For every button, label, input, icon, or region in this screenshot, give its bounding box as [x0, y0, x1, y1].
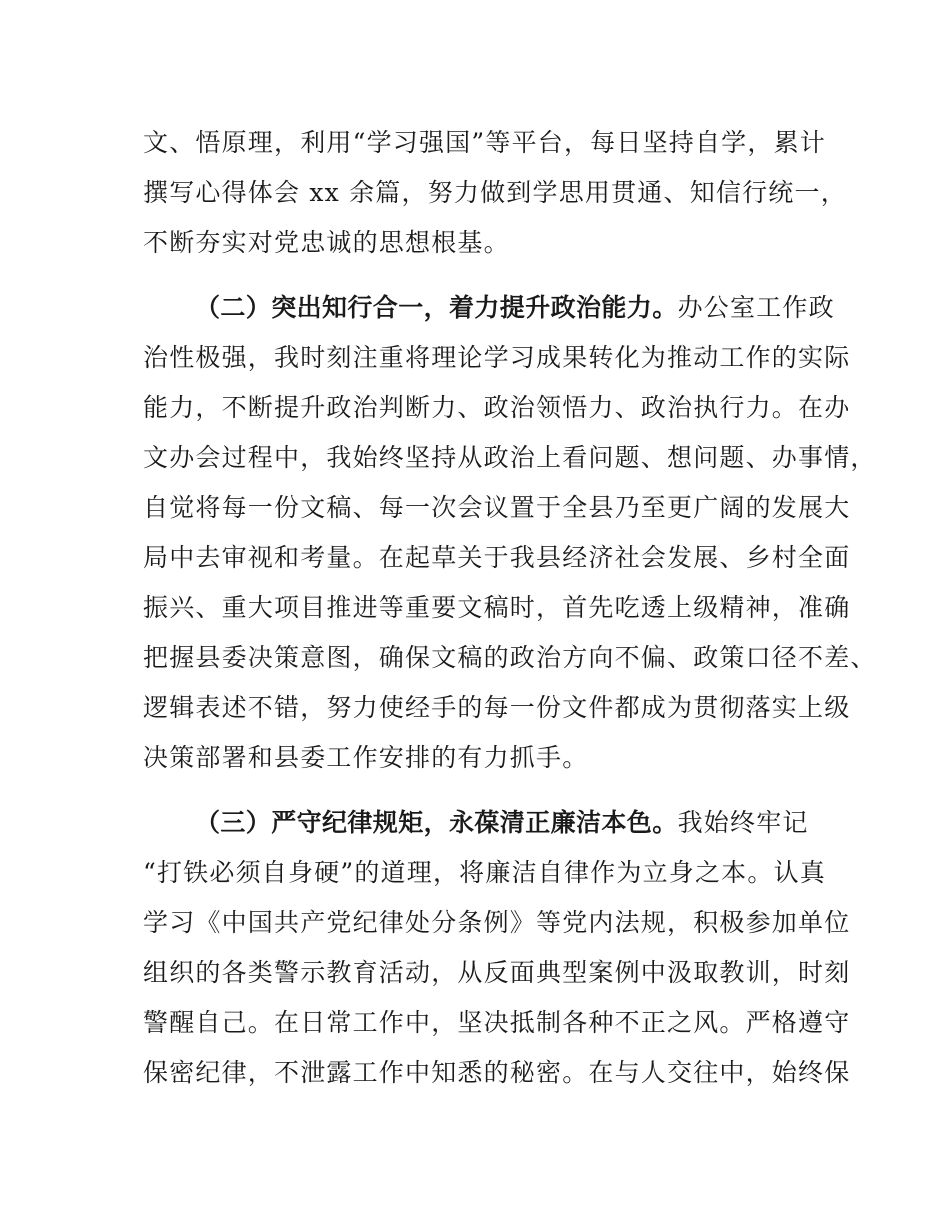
para3-line-4: 组织的各类警示教育活动，从反面典型案例中汲取教训，时刻 — [143, 958, 851, 987]
para2-first-line — [195, 293, 835, 323]
para3-first-line-rest: 我始终牢记 — [677, 808, 809, 837]
para2-line-10: 决策部署和县委工作安排的有力抓手。 — [143, 743, 589, 772]
para2-first-line-rest: 办公室工作政 — [677, 293, 835, 322]
para1-line-3: 不断夯实对党忠诚的思想根基。 — [143, 228, 510, 257]
para2-line-3: 能力，不断提升政治判断力、政治领悟力、政治执行力。在办 — [143, 393, 851, 422]
para1-line-1: 文、悟原理，利用“学习强国”等平台，每日坚持自学，累计 — [143, 128, 826, 157]
para2-line-4: 文办会过程中，我始终坚持从政治上看问题、想问题、办事情， — [143, 443, 877, 472]
para2-line-9: 逻辑表述不错，努力使经手的每一份文件都成为贯彻落实上级 — [143, 693, 851, 722]
para3-line-3: 学习《中国共产党纪律处分条例》等党内法规，积极参加单位 — [143, 908, 851, 937]
para3-line-5: 警醒自己。在日常工作中，坚决抵制各种不正之风。严格遵守 — [143, 1008, 851, 1037]
para3-line-6: 保密纪律，不泄露工作中知悉的秘密。在与人交往中，始终保 — [143, 1058, 851, 1087]
para2-line-7: 振兴、重大项目推进等重要文稿时，首先吃透上级精神，准确 — [143, 593, 851, 622]
para2-line-5: 自觉将每一份文稿、每一次会议置于全县乃至更广阔的发展大 — [143, 493, 851, 522]
para3-line-2: “打铁必须自身硬”的道理，将廉洁自律作为立身之本。认真 — [143, 858, 826, 887]
para2-line-2: 治性极强，我时刻注重将理论学习成果转化为推动工作的实际 — [143, 343, 851, 372]
para2-line-6: 局中去审视和考量。在起草关于我县经济社会发展、乡村全面 — [143, 543, 851, 572]
para3-first-line — [195, 808, 809, 838]
para3-heading: （三）严守纪律规矩，永葆清正廉洁本色。 — [195, 808, 678, 837]
para2-line-8: 把握县委决策意图，确保文稿的政治方向不偏、政策口径不差、 — [143, 643, 877, 672]
para1-line-2: 撰写心得体会 xx 余篇，努力做到学思用贯通、知信行统一， — [143, 178, 847, 207]
para2-heading: （二）突出知行合一，着力提升政治能力。 — [195, 293, 678, 322]
